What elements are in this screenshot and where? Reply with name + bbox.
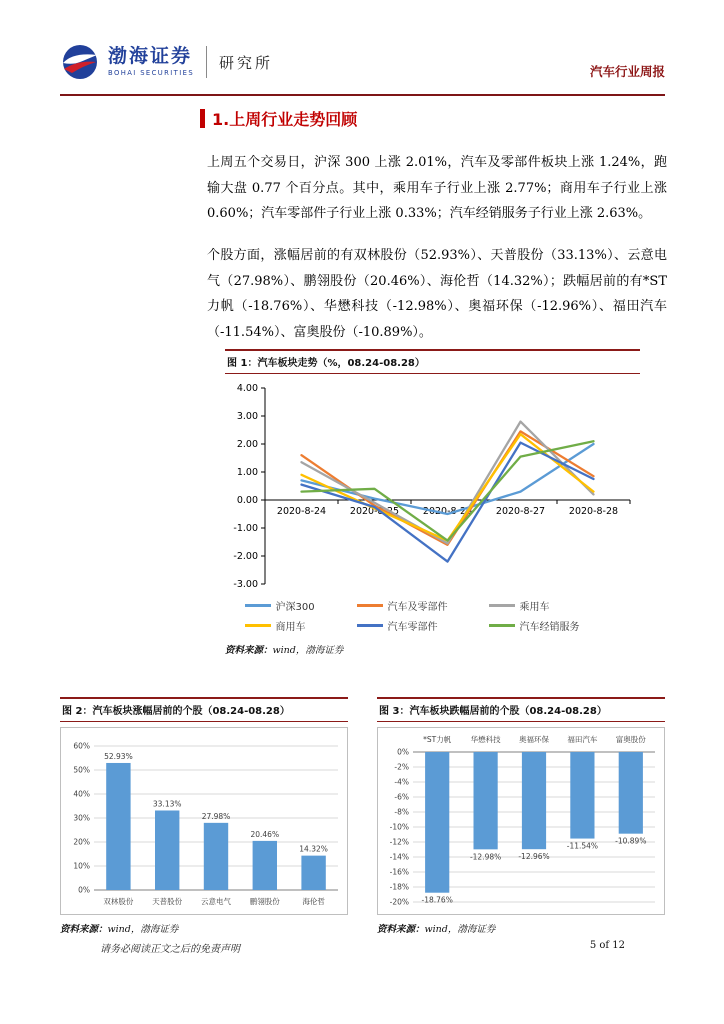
bar <box>253 841 277 890</box>
brand-name-en: BOHAI SECURITIES <box>108 68 195 77</box>
figure-row <box>60 697 665 935</box>
legend-label: 商用车 <box>275 622 306 633</box>
chart-text: 14.32% <box>299 844 328 854</box>
chart-text: -12.96% <box>518 852 550 862</box>
fig1-line-chart <box>225 378 640 598</box>
chart-text: 2.00 <box>236 439 258 450</box>
legend-swatch <box>245 604 271 607</box>
legend-item <box>245 598 357 613</box>
chart-text: 20.46% <box>250 829 280 839</box>
chart-text: -8% <box>394 807 409 817</box>
legend-swatch <box>489 604 515 607</box>
bar <box>425 752 449 893</box>
chart-text: 天普股份 <box>152 897 183 906</box>
fig2-bar-chart <box>62 730 346 912</box>
chart-text: 2020-8-24 <box>276 506 327 517</box>
chart-text: -3.00 <box>233 579 258 590</box>
chart-text: -18.76% <box>421 895 453 905</box>
legend-swatch <box>357 604 383 607</box>
figure-1-caption: 图 1：汽车板块走势（%，08.24-08.28） <box>225 349 640 374</box>
chart-text: 奥福环保 <box>519 735 549 744</box>
chart-text: -14% <box>389 852 409 862</box>
section-heading-bar <box>200 109 205 128</box>
bohai-logo-icon <box>60 42 100 82</box>
chart-text: 0% <box>397 747 409 757</box>
chart-text: -20% <box>389 897 409 907</box>
chart-text: -12% <box>389 837 409 847</box>
paragraph-1: 上周五个交易日，沪深 300 上涨 2.01%，汽车及零部件板块上涨 1.24%，跑输大盘 0.77 个百分点。其中，乘用车子行业上涨 2.77%；商用车子行业上涨 0.60%；汽车零部件子行业上涨 0.33%；汽车经销服务子行业上涨 2.63%。 <box>207 155 667 221</box>
chart-text: 0% <box>78 885 90 895</box>
figure-3-chart-box <box>377 727 665 915</box>
brand <box>60 42 273 82</box>
fig3-bar-chart <box>379 730 663 912</box>
series-line <box>302 444 594 514</box>
chart-text: 60% <box>73 741 90 751</box>
chart-text: 50% <box>73 765 90 775</box>
paragraph-2: 个股方面，涨幅居前的有双林股份（52.93%）、天普股份（33.13%）、云意电气（27.98%）、鹏翎股份（20.46%）、海伦哲（14.32%）；跌幅居前的有*ST 力帆（-18.76%）、华懋科技（-12.98%）、奥福环保（-12.96%）、福田汽车（-11.54%）、富奥股份（-10.89%）。 <box>207 248 667 340</box>
figure-3 <box>377 697 665 935</box>
series-line <box>302 431 594 544</box>
chart-text: 4.00 <box>236 383 258 394</box>
figure-2 <box>60 697 348 935</box>
chart-text: 鹏翎股份 <box>249 897 280 906</box>
page-footer <box>60 940 665 955</box>
chart-text: 华懋科技 <box>470 735 501 744</box>
source-value: wind，渤海证券 <box>424 924 496 935</box>
chart-text: -10.89% <box>615 836 647 846</box>
chart-text: -2.00 <box>233 551 258 562</box>
chart-text: 10% <box>73 861 90 871</box>
bar <box>474 752 498 849</box>
bar <box>522 752 546 849</box>
chart-text: -2% <box>394 762 409 772</box>
chart-text: 2020-8-26 <box>422 506 473 517</box>
bar <box>301 856 325 890</box>
chart-text: 30% <box>73 813 90 823</box>
chart-text: 2020-8-27 <box>495 506 546 517</box>
brand-divider <box>206 46 207 78</box>
section-heading-text: 1.上周行业走势回顾 <box>212 110 358 129</box>
chart-text: -18% <box>389 882 409 892</box>
source-value: wind，渤海证券 <box>107 924 179 935</box>
chart-text: 1.00 <box>236 467 258 478</box>
bar <box>204 823 228 890</box>
chart-text: 0.00 <box>236 495 258 506</box>
figure-3-source <box>377 921 665 935</box>
header-rule <box>60 94 665 96</box>
chart-text: -12.98% <box>469 852 502 862</box>
legend-item <box>357 618 489 633</box>
chart-text: -1.00 <box>233 523 258 534</box>
source-value: wind，渤海证券 <box>272 645 344 656</box>
chart-text: 海伦哲 <box>302 897 325 906</box>
legend-label: 汽车经销服务 <box>519 622 580 633</box>
figure-1 <box>225 349 640 656</box>
chart-text: 2020-8-28 <box>568 506 619 517</box>
figure-2-source <box>60 921 348 935</box>
legend-label: 乘用车 <box>519 602 550 613</box>
chart-text: 福田汽车 <box>567 735 598 744</box>
chart-text: -4% <box>394 777 409 787</box>
chart-text: *ST力帆 <box>423 735 452 744</box>
chart-text: -11.54% <box>566 841 599 851</box>
bar <box>619 752 643 834</box>
figure-3-caption: 图 3：汽车板块跌幅居前的个股（08.24-08.28） <box>377 697 665 722</box>
figure-2-chart-box <box>60 727 348 915</box>
chart-text: 2020-8-25 <box>349 506 400 517</box>
bar <box>106 763 130 890</box>
report-header <box>60 42 665 82</box>
bar <box>570 752 594 839</box>
report-type-label: 汽车行业周报 <box>589 64 665 79</box>
brand-name-cn: 渤海证券 <box>108 45 193 68</box>
chart-text: -16% <box>389 867 409 877</box>
legend-item <box>357 598 489 613</box>
chart-text: 云意电气 <box>201 897 231 906</box>
source-label: 资料来源： <box>60 924 108 935</box>
footer-disclaimer: 请务必阅读正文之后的免责声明 <box>100 944 240 955</box>
chart-text: 3.00 <box>236 411 258 422</box>
source-label: 资料来源： <box>225 645 273 656</box>
section-heading <box>200 107 357 130</box>
chart-text: 40% <box>73 789 90 799</box>
page-number: 5 of 12 <box>589 940 625 951</box>
legend-item <box>489 598 621 613</box>
chart-text: 52.93% <box>104 751 133 761</box>
legend-item <box>245 618 357 633</box>
brand-text <box>108 47 194 77</box>
legend-swatch <box>245 624 271 627</box>
legend-item <box>489 618 621 633</box>
chart-text: 20% <box>73 837 90 847</box>
department-label: 研究所 <box>219 53 274 72</box>
legend-label: 沪深300 <box>275 602 315 613</box>
chart-text: -6% <box>394 792 409 802</box>
chart-text: 33.13% <box>152 799 182 809</box>
chart-text: -10% <box>389 822 409 832</box>
bar <box>155 810 179 890</box>
chart-text: 富奥股份 <box>615 735 646 744</box>
chart-text: 双林股份 <box>103 897 134 906</box>
chart-text: 27.98% <box>201 811 231 821</box>
legend-label: 汽车及零部件 <box>387 602 448 613</box>
legend-swatch <box>489 624 515 627</box>
figure-1-source <box>225 642 640 656</box>
legend-label: 汽车零部件 <box>387 622 438 633</box>
series-line <box>302 422 594 544</box>
legend-swatch <box>357 624 383 627</box>
source-label: 资料来源： <box>377 924 425 935</box>
figure-2-caption: 图 2：汽车板块涨幅居前的个股（08.24-08.28） <box>60 697 348 722</box>
fig1-legend <box>225 598 640 633</box>
